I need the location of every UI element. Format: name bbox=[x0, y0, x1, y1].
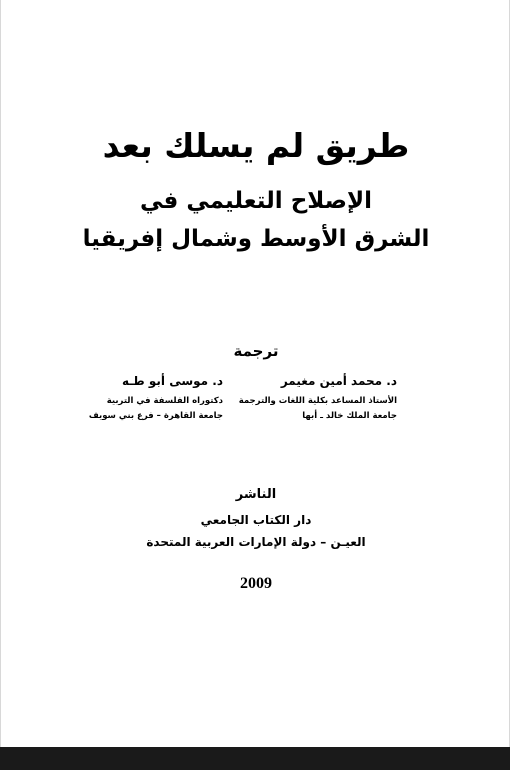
viewer-bottom-bar bbox=[0, 747, 510, 770]
publisher-location: العيـن – دولة الإمارات العربية المتحدة bbox=[146, 535, 366, 549]
publisher-name: دار الكتاب الجامعي bbox=[200, 513, 312, 527]
book-subtitle-line-1: الإصلاح التعليمي في bbox=[140, 188, 372, 214]
translator-2-degree: دكتوراه الفلسفة في التربية bbox=[106, 396, 223, 406]
translation-label: ترجمة bbox=[233, 342, 279, 360]
publisher-label: الناشر bbox=[235, 487, 277, 502]
translator-2-name: د. موسى أبو طـه bbox=[122, 374, 223, 388]
translator-1-affiliation: الأستاذ المساعد بكلية اللغات والترجمة bbox=[238, 396, 397, 406]
book-title: طريق لم يسلك بعد bbox=[102, 126, 410, 165]
translator-1-name: د. محمد أمين مغيمر bbox=[280, 374, 397, 388]
publication-year: 2009 bbox=[240, 575, 272, 592]
translator-1-university: جامعة الملك خالد ـ أبها bbox=[302, 411, 397, 421]
book-subtitle-line-2: الشرق الأوسط وشمال إفريقيا bbox=[82, 226, 430, 252]
translator-2-university: جامعة القاهرة – فرع بني سويف bbox=[88, 411, 223, 421]
